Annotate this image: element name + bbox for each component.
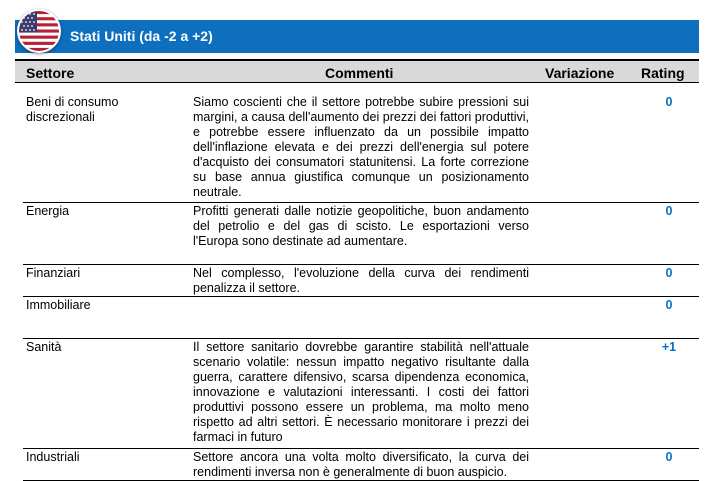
sector-name: Finanziari <box>26 266 81 280</box>
table-row <box>15 297 699 339</box>
sector-name: Industriali <box>26 450 80 464</box>
table-row <box>15 339 699 449</box>
section-title: Stati Uniti (da -2 a +2) <box>70 28 213 44</box>
sector-comment: Profitti generati dalle notizie geopolitiche, buon andamento del petrolio e del gas di scisto. Le esportazioni verso l'Europa sono destinate ad aumentare. <box>193 204 529 248</box>
sector-rating: 0 <box>665 450 673 464</box>
table-row <box>15 265 699 297</box>
sector-comment: Siamo coscienti che il settore potrebbe subire pressioni sui margini, a causa dell'aumento dei prezzi dei fattori produttivi, e potrebbe essere influenzato da un possibile impatto dell'inflazione elevata e dei prezzi dell'energia sul potere d'acquisto dei consumatori statunitensi. La forte correzione su base annua giustifica comunque un posizionamento neutrale. <box>193 95 529 199</box>
sector-rating: 0 <box>665 95 673 109</box>
sector-rating: 0 <box>665 204 673 218</box>
sector-rating: +1 <box>661 340 677 354</box>
us-flag-icon <box>17 9 61 53</box>
column-header-sector: Settore <box>26 65 75 81</box>
column-header-variation: Variazione <box>545 65 615 81</box>
sector-name: Beni di consumo discrezionali <box>26 95 119 124</box>
sector-comment: Settore ancora una volta molto diversificato, la curva dei rendimenti inversa non è generalmente di buon auspicio. <box>193 450 529 479</box>
column-header-rating: Rating <box>641 65 685 81</box>
sector-comment: Nel complesso, l'evoluzione della curva dei rendimenti penalizza il settore. <box>193 266 529 295</box>
table-row <box>15 449 699 481</box>
sector-comment: Il settore sanitario dovrebbe garantire stabilità nell'attuale scenario volatile: nessun impatto negativo risultante dalla guerra, carattere difensivo, scarsa dipendenza economica, innovazione e valutazioni interessanti. I costi dei fattori produttivi possono essere un problema, ma molto meno rispetto ad altri settori. È necessario monitorare i prezzi dei farmaci in futuro <box>193 340 529 444</box>
table-header <box>15 59 699 83</box>
table-row <box>15 203 699 265</box>
section-banner <box>15 20 699 53</box>
sector-name: Immobiliare <box>26 298 91 312</box>
column-header-comments: Commenti <box>325 65 394 81</box>
sector-name: Sanità <box>26 340 62 354</box>
sector-rating: 0 <box>665 298 673 312</box>
sector-name: Energia <box>26 204 70 218</box>
table-row <box>15 94 699 203</box>
sector-rating: 0 <box>665 266 673 280</box>
